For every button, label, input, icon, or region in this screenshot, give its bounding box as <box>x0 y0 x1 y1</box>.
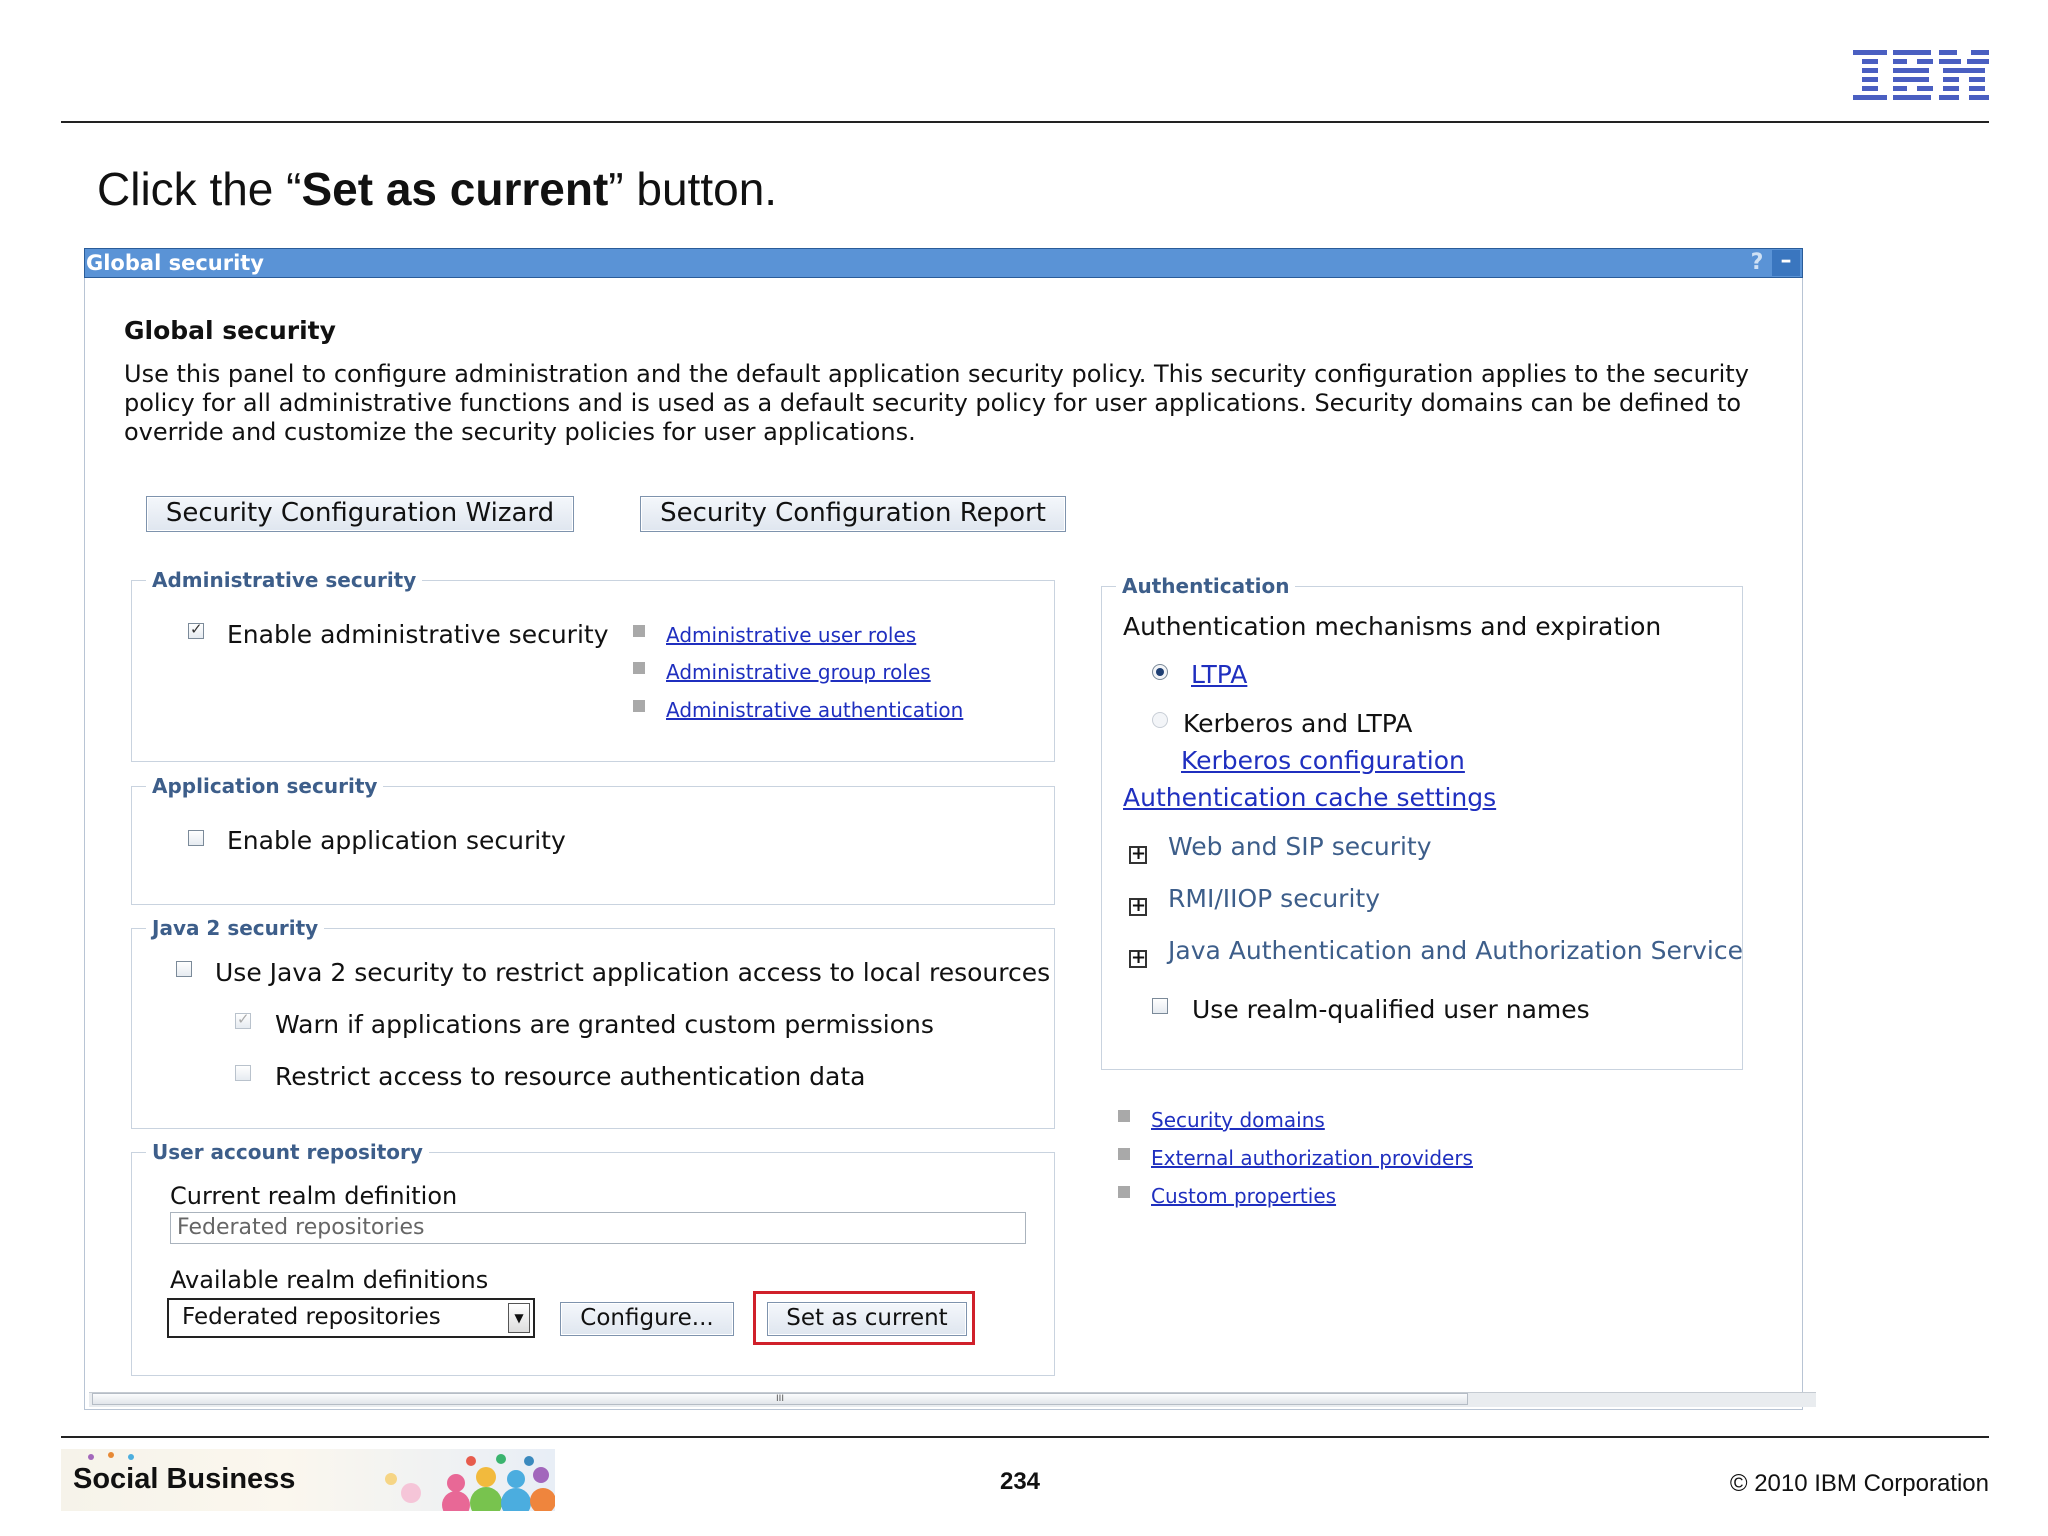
enable-app-security-label: Enable application security <box>227 826 566 855</box>
link-security-domains[interactable]: Security domains <box>1151 1108 1325 1132</box>
configure-button[interactable]: Configure... <box>560 1302 734 1336</box>
header-rule <box>61 121 1989 123</box>
current-realm-label: Current realm definition <box>170 1182 458 1210</box>
dropdown-arrow-icon[interactable]: ▼ <box>508 1303 530 1333</box>
set-as-current-button[interactable]: Set as current <box>767 1302 967 1336</box>
link-admin-group-roles[interactable]: Administrative group roles <box>666 660 931 684</box>
restrict-resource-auth-checkbox[interactable] <box>235 1065 251 1081</box>
link-bullet <box>1118 1110 1130 1122</box>
link-kerberos-configuration[interactable]: Kerberos configuration <box>1181 746 1465 775</box>
link-bullet <box>633 700 645 712</box>
help-button[interactable]: ? <box>1750 250 1764 275</box>
app-security-legend: Application security <box>146 774 383 798</box>
authentication-legend: Authentication <box>1116 574 1295 598</box>
realm-qualified-names-checkbox[interactable] <box>1152 998 1168 1014</box>
minimize-button[interactable]: – <box>1772 250 1800 276</box>
kerberos-ltpa-label: Kerberos and LTPA <box>1183 709 1413 738</box>
available-realm-label: Available realm definitions <box>170 1266 489 1294</box>
link-bullet <box>1118 1186 1130 1198</box>
link-bullet <box>1118 1148 1130 1160</box>
highlight-box <box>753 1291 975 1345</box>
ltpa-radio[interactable] <box>1152 664 1168 680</box>
slide-title-emphasis: Set as current <box>301 163 609 215</box>
warn-custom-permissions-label: Warn if applications are granted custom permissions <box>275 1010 934 1039</box>
enable-admin-security-checkbox[interactable] <box>188 623 204 639</box>
auth-mechanisms-label: Authentication mechanisms and expiration <box>1123 612 1662 641</box>
security-configuration-report-button[interactable]: Security Configuration Report <box>640 496 1066 532</box>
restrict-resource-auth-label: Restrict access to resource authentication data <box>275 1062 866 1091</box>
expand-plus-icon[interactable]: + <box>1131 947 1147 968</box>
use-java2-security-checkbox[interactable] <box>176 961 192 977</box>
link-admin-user-roles[interactable]: Administrative user roles <box>666 623 917 647</box>
link-bullet <box>633 662 645 674</box>
expand-plus-icon[interactable]: + <box>1131 843 1147 864</box>
ibm-logo <box>1853 48 1989 108</box>
link-custom-properties[interactable]: Custom properties <box>1151 1184 1337 1208</box>
use-java2-security-label: Use Java 2 security to restrict application access to local resources <box>215 958 1051 987</box>
warn-custom-permissions-checkbox[interactable] <box>235 1013 251 1029</box>
available-realm-select[interactable] <box>167 1298 535 1338</box>
copyright-text: © 2010 IBM Corporation <box>1729 1470 1989 1497</box>
realm-qualified-names-label: Use realm-qualified user names <box>1192 995 1590 1024</box>
link-ltpa[interactable]: LTPA <box>1191 660 1248 689</box>
link-admin-authentication[interactable]: Administrative authentication <box>666 698 964 722</box>
social-business-text: Social Business <box>73 1463 296 1495</box>
link-external-authorization-providers[interactable]: External authorization providers <box>1151 1146 1473 1170</box>
panel-description: Use this panel to configure administration and the default application security policy. This security configuration applies to the security policy for all administrative functions and is used as a default security policy for user applications. Security domains can be defined to override and customize the security policies for user applications. <box>124 360 1749 446</box>
expand-plus-icon[interactable]: + <box>1131 895 1147 916</box>
footer-rule <box>61 1436 1989 1438</box>
security-configuration-wizard-button[interactable]: Security Configuration Wizard <box>146 496 574 532</box>
java2-security-legend: Java 2 security <box>146 916 324 940</box>
link-auth-cache-settings[interactable]: Authentication cache settings <box>1123 783 1497 812</box>
page-number: 234 <box>999 1468 1041 1495</box>
available-realm-value: Federated repositories <box>182 1304 441 1330</box>
enable-admin-security-label: Enable administrative security <box>227 620 609 649</box>
scrollbar-thumb[interactable]: III <box>92 1393 1468 1405</box>
link-bullet <box>633 625 645 637</box>
slide-title: Click the “Set as current” button. <box>97 163 778 215</box>
panel-titlebar <box>84 248 1803 278</box>
admin-security-legend: Administrative security <box>146 568 422 592</box>
current-realm-field: Federated repositories <box>170 1212 1026 1244</box>
expander-rmi-iiop-security[interactable]: RMI/IIOP security <box>1168 884 1380 913</box>
expander-jaas[interactable]: Java Authentication and Authorization Service <box>1168 936 1743 965</box>
expander-web-sip-security[interactable]: Web and SIP security <box>1168 832 1432 861</box>
enable-app-security-checkbox[interactable] <box>188 830 204 846</box>
kerberos-ltpa-radio[interactable] <box>1152 712 1168 728</box>
user-account-repository-legend: User account repository <box>146 1140 429 1164</box>
panel-titlebar-text: Global security <box>86 251 264 275</box>
panel-heading: Global security <box>124 316 336 345</box>
